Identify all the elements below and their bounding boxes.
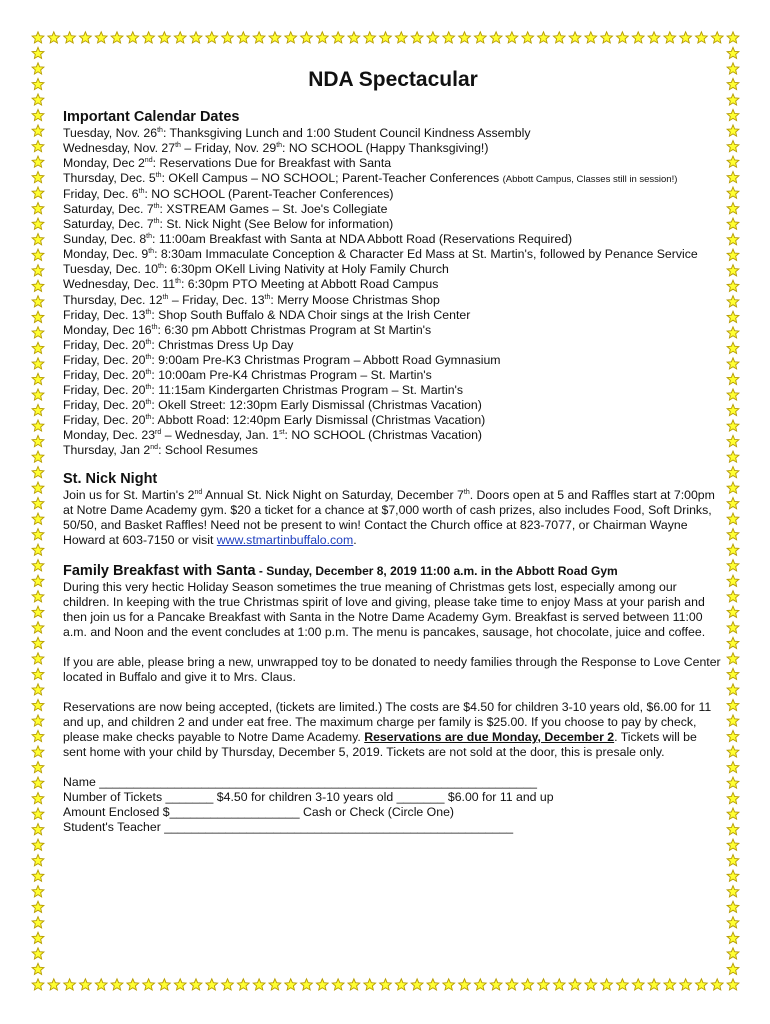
- star-icon: [632, 979, 644, 990]
- star-icon: [727, 637, 739, 648]
- star-icon: [585, 32, 597, 43]
- star-icon: [553, 979, 565, 990]
- star-icon: [727, 653, 739, 664]
- star-icon: [253, 979, 265, 990]
- star-icon: [32, 901, 44, 912]
- star-icon: [32, 203, 44, 214]
- star-icon: [32, 125, 44, 136]
- star-icon: [32, 373, 44, 384]
- star-icon: [206, 32, 218, 43]
- star-icon: [727, 901, 739, 912]
- star-icon: [206, 979, 218, 990]
- star-icon: [727, 839, 739, 850]
- star-icon: [32, 560, 44, 571]
- star-icon: [32, 917, 44, 928]
- star-icon: [443, 32, 455, 43]
- star-icon: [364, 32, 376, 43]
- star-icon: [727, 125, 739, 136]
- star-icon: [727, 513, 739, 524]
- star-icon: [159, 979, 171, 990]
- star-icon: [727, 420, 739, 431]
- star-icon: [32, 622, 44, 633]
- star-icon: [727, 327, 739, 338]
- star-icon: [32, 94, 44, 105]
- star-icon: [364, 979, 376, 990]
- calendar-item: Tuesday, Dec. 10th: 6:30pm OKell Living Nativity at Holy Family Church: [63, 262, 449, 277]
- star-icon: [411, 32, 423, 43]
- star-icon: [32, 668, 44, 679]
- star-icon: [32, 435, 44, 446]
- star-icon: [32, 808, 44, 819]
- star-icon: [696, 32, 708, 43]
- calendar-item: Saturday, Dec. 7th: St. Nick Night (See Below for information): [63, 217, 394, 232]
- star-icon: [727, 218, 739, 229]
- star-icon: [332, 979, 344, 990]
- star-icon: [32, 715, 44, 726]
- star-icon: [727, 280, 739, 291]
- star-icon: [522, 32, 534, 43]
- star-icon: [711, 979, 723, 990]
- star-icon: [506, 32, 518, 43]
- star-icon: [727, 544, 739, 555]
- star-icon: [727, 234, 739, 245]
- star-icon: [632, 32, 644, 43]
- star-icon: [395, 979, 407, 990]
- calendar-item: Friday, Dec. 20th: Abbott Road: 12:40pm Early Dismissal (Christmas Vacation): [63, 412, 486, 427]
- star-icon: [332, 32, 344, 43]
- calendar-item: Friday, Dec. 20th: Christmas Dress Up Day: [63, 337, 294, 352]
- star-icon: [727, 451, 739, 462]
- star-icon: [222, 32, 234, 43]
- star-icon: [506, 979, 518, 990]
- star-icon: [727, 824, 739, 835]
- star-icon: [32, 187, 44, 198]
- star-icon: [127, 979, 139, 990]
- star-icon: [348, 32, 360, 43]
- star-icon: [95, 979, 107, 990]
- star-icon: [32, 234, 44, 245]
- reservation-deadline: Reservations are due Monday, December 2: [364, 730, 615, 745]
- star-icon: [80, 979, 92, 990]
- star-icon: [569, 32, 581, 43]
- star-icon: [32, 404, 44, 415]
- star-icon: [538, 32, 550, 43]
- star-icon: [32, 529, 44, 540]
- star-icon: [32, 839, 44, 850]
- star-icon: [32, 420, 44, 431]
- star-icon: [727, 622, 739, 633]
- star-icon: [95, 32, 107, 43]
- star-icon: [459, 979, 471, 990]
- breakfast-para-3: Reservations are now being accepted, (tickets are limited.) The costs are $4.50 for children 3-10 years old, $6.00 for 11 and up, and children 2 and under eat free. The maximum charge per family is $25.00. If you choose to pay by check, please make checks payable to Notre Dame Academy. Reservations are due Monday, December 2. Tickets will be sent home with your child by Thursday, December 5, 2019. Tickets are not sold at the door, this is presale only.: [63, 700, 712, 760]
- star-icon: [32, 824, 44, 835]
- form-tickets-line[interactable]: Number of Tickets _______ $4.50 for children 3-10 years old _______ $6.00 for 11 and up: [63, 790, 554, 805]
- breakfast-heading: Family Breakfast with Santa - Sunday, December 8, 2019 11:00 a.m. in the Abbott Road Gym: [63, 563, 618, 580]
- star-icon: [727, 141, 739, 152]
- star-icon: [32, 156, 44, 167]
- star-icon: [727, 373, 739, 384]
- star-icon: [727, 47, 739, 58]
- star-icon: [459, 32, 471, 43]
- calendar-item: Thursday, Dec. 12th – Friday, Dec. 13th: Merry Moose Christmas Shop: [63, 292, 440, 307]
- star-icon: [727, 109, 739, 120]
- star-icon: [664, 979, 676, 990]
- star-icon: [32, 963, 44, 974]
- breakfast-para-1: During this very hectic Holiday Season sometimes the true meaning of Christmas gets lost, especially among our children. In keeping with the true Christmas spirit of love and giving, please take time to enjoy Mass at your parish and then join us for a Pancake Breakfast with Santa in the Notre Dame Academy Gym. Breakfast is served between 11:00 a.m. and Noon and the event concludes at 1:00 p.m. The menu is pancakes, sausage, hot chocolate, juice and coffee.: [63, 580, 706, 640]
- calendar-item: Friday, Dec. 20th: 10:00am Pre-K4 Christmas Program – St. Martin's: [63, 367, 432, 382]
- reservation-form: [63, 775, 723, 835]
- star-icon: [664, 32, 676, 43]
- star-icon: [727, 296, 739, 307]
- star-icon: [411, 979, 423, 990]
- star-icon: [32, 932, 44, 943]
- star-icon: [32, 544, 44, 555]
- star-icon: [32, 855, 44, 866]
- star-icon: [32, 78, 44, 89]
- star-icon: [727, 886, 739, 897]
- star-icon: [727, 560, 739, 571]
- form-amount-line[interactable]: Amount Enclosed $___________________ Cash or Check (Circle One): [63, 805, 455, 820]
- star-icon: [32, 886, 44, 897]
- star-icon: [32, 172, 44, 183]
- calendar-item: Wednesday, Dec. 11th: 6:30pm PTO Meeting at Abbott Road Campus: [63, 277, 439, 292]
- star-icon: [143, 32, 155, 43]
- star-icon: [727, 684, 739, 695]
- star-icon: [727, 358, 739, 369]
- star-icon: [32, 451, 44, 462]
- star-icon: [617, 32, 629, 43]
- star-icon: [727, 342, 739, 353]
- star-icon: [601, 32, 613, 43]
- star-icon: [727, 529, 739, 540]
- star-icon: [727, 249, 739, 260]
- star-icon: [727, 498, 739, 509]
- form-name-line[interactable]: Name ________________________________________________________________: [63, 775, 537, 790]
- calendar-item: Friday, Dec. 20th: 11:15am Kindergarten Christmas Program – St. Martin's: [63, 382, 464, 397]
- star-icon: [32, 513, 44, 524]
- star-icon: [727, 762, 739, 773]
- star-icon: [727, 435, 739, 446]
- star-icon: [159, 32, 171, 43]
- star-icon: [727, 467, 739, 478]
- star-icon: [727, 591, 739, 602]
- star-icon: [32, 730, 44, 741]
- star-icon: [427, 979, 439, 990]
- calendar-item: Friday, Dec. 20th: 9:00am Pre-K3 Christmas Program – Abbott Road Gymnasium: [63, 352, 501, 367]
- star-icon: [80, 32, 92, 43]
- star-icon: [727, 855, 739, 866]
- star-icon: [443, 979, 455, 990]
- star-icon: [32, 327, 44, 338]
- calendar-item: Monday, Dec. 23rd – Wednesday, Jan. 1st: NO SCHOOL (Christmas Vacation): [63, 427, 483, 442]
- star-icon: [190, 979, 202, 990]
- star-icon: [32, 637, 44, 648]
- st-nick-heading: St. Nick Night: [63, 471, 158, 488]
- star-icon: [237, 979, 249, 990]
- page-title: NDA Spectacular: [308, 68, 478, 91]
- star-icon: [648, 32, 660, 43]
- star-icon: [32, 389, 44, 400]
- star-icon: [727, 63, 739, 74]
- star-icon: [727, 793, 739, 804]
- star-icon: [64, 32, 76, 43]
- star-icon: [32, 498, 44, 509]
- star-icon: [32, 699, 44, 710]
- star-icon: [48, 979, 60, 990]
- breakfast-section: [63, 562, 723, 835]
- star-icon: [32, 47, 44, 58]
- star-icon: [680, 979, 692, 990]
- calendar-item: Tuesday, Nov. 26th: Thanksgiving Lunch and 1:00 Student Council Kindness Assembly: [63, 126, 531, 140]
- star-icon: [727, 482, 739, 493]
- star-icon: [316, 32, 328, 43]
- calendar-item: Friday, Dec. 13th: Shop South Buffalo & NDA Choir sings at the Irish Center: [63, 307, 471, 322]
- star-icon: [32, 249, 44, 260]
- star-icon: [111, 32, 123, 43]
- star-icon: [32, 342, 44, 353]
- star-icon: [285, 979, 297, 990]
- star-icon: [32, 979, 44, 990]
- star-icon: [32, 606, 44, 617]
- star-icon: [727, 156, 739, 167]
- breakfast-subheading: - Sunday, December 8, 2019 11:00 a.m. in the Abbott Road Gym: [255, 564, 618, 579]
- star-icon: [32, 793, 44, 804]
- st-nick-section: [63, 470, 723, 548]
- calendar-item: Sunday, Dec. 8th: 11:00am Breakfast with Santa at NDA Abbott Road (Reservations Required): [63, 232, 573, 247]
- star-icon: [395, 32, 407, 43]
- star-icon: [190, 32, 202, 43]
- star-icon: [727, 203, 739, 214]
- star-icon: [127, 32, 139, 43]
- star-icon: [32, 948, 44, 959]
- star-icon: [727, 78, 739, 89]
- star-icon: [727, 746, 739, 757]
- calendar-list: [63, 126, 723, 458]
- star-icon: [727, 187, 739, 198]
- st-martin-link[interactable]: www.stmartinbuffalo.com: [216, 533, 354, 548]
- star-icon: [727, 32, 739, 43]
- star-icon: [727, 917, 739, 928]
- star-icon: [727, 730, 739, 741]
- star-icon: [727, 777, 739, 788]
- star-icon: [727, 699, 739, 710]
- star-icon: [32, 358, 44, 369]
- star-icon: [253, 32, 265, 43]
- star-icon: [727, 870, 739, 881]
- star-icon: [269, 979, 281, 990]
- star-icon: [32, 746, 44, 757]
- calendar-heading: Important Calendar Dates: [63, 109, 240, 125]
- star-icon: [222, 979, 234, 990]
- star-icon: [64, 979, 76, 990]
- star-icon: [32, 653, 44, 664]
- star-icon: [32, 63, 44, 74]
- star-icon: [237, 32, 249, 43]
- st-nick-paragraph: Join us for St. Martin's 2nd Annual St. Nick Night on Saturday, December 7th. Doors open at 5 and Raffles start at 7:00pm at Notre Dame Academy gym. $20 a ticket for a chance at $7,000 worth of cash prizes, also includes Food, Soft Drinks, 50/50, and Basket Raffles! Need not be present to win! Contact the Church office at 823-7077, or Chairman Wayne Howard at 603-7150 or visit www.stmartinbuffalo.com.: [63, 488, 715, 548]
- star-icon: [727, 404, 739, 415]
- star-icon: [32, 265, 44, 276]
- star-icon: [538, 979, 550, 990]
- star-icon: [32, 311, 44, 322]
- star-icon: [32, 141, 44, 152]
- star-icon: [617, 979, 629, 990]
- star-icon: [727, 172, 739, 183]
- star-icon: [380, 32, 392, 43]
- star-icon: [601, 979, 613, 990]
- star-icon: [727, 808, 739, 819]
- star-icon: [111, 979, 123, 990]
- star-icon: [553, 32, 565, 43]
- star-icon: [727, 948, 739, 959]
- star-icon: [348, 979, 360, 990]
- page-content: [63, 62, 723, 835]
- star-icon: [32, 32, 44, 43]
- calendar-item: Monday, Dec 2nd: Reservations Due for Breakfast with Santa: [63, 156, 392, 171]
- calendar-item: Thursday, Dec. 5th: OKell Campus – NO SCHOOL; Parent-Teacher Conferences (Abbott Campus, Classes still in session!): [63, 171, 678, 186]
- star-icon: [32, 684, 44, 695]
- star-icon: [316, 979, 328, 990]
- star-icon: [727, 963, 739, 974]
- calendar-item: Friday, Dec. 6th: NO SCHOOL (Parent-Teacher Conferences): [63, 187, 394, 202]
- star-icon: [32, 296, 44, 307]
- star-icon: [474, 979, 486, 990]
- star-icon: [490, 32, 502, 43]
- star-icon: [727, 979, 739, 990]
- star-icon: [427, 32, 439, 43]
- star-icon: [32, 109, 44, 120]
- calendar-item: Saturday, Dec. 7th: XSTREAM Games – St. Joe's Collegiate: [63, 202, 388, 217]
- star-icon: [727, 575, 739, 586]
- star-icon: [569, 979, 581, 990]
- star-icon: [727, 389, 739, 400]
- star-icon: [174, 32, 186, 43]
- star-icon: [174, 979, 186, 990]
- star-icon: [32, 280, 44, 291]
- star-icon: [285, 32, 297, 43]
- star-icon: [32, 482, 44, 493]
- star-icon: [269, 32, 281, 43]
- star-icon: [727, 606, 739, 617]
- star-icon: [522, 979, 534, 990]
- star-icon: [474, 32, 486, 43]
- calendar-item: Wednesday, Nov. 27th – Friday, Nov. 29th: NO SCHOOL (Happy Thanksgiving!): [63, 141, 489, 156]
- star-icon: [490, 979, 502, 990]
- calendar-item: Thursday, Jan 2nd: School Resumes: [63, 442, 258, 457]
- breakfast-para-2: If you are able, please bring a new, unwrapped toy to be donated to needy families through the Response to Love Center located in Buffalo and give it to Mrs. Claus.: [63, 655, 721, 685]
- star-icon: [648, 979, 660, 990]
- star-icon: [48, 32, 60, 43]
- star-icon: [32, 575, 44, 586]
- star-icon: [32, 591, 44, 602]
- star-icon: [32, 218, 44, 229]
- star-icon: [727, 668, 739, 679]
- star-icon: [585, 979, 597, 990]
- star-icon: [727, 715, 739, 726]
- star-icon: [727, 932, 739, 943]
- star-icon: [32, 777, 44, 788]
- calendar-item: Monday, Dec 16th: 6:30 pm Abbott Christmas Program at St Martin's: [63, 322, 432, 337]
- star-icon: [32, 870, 44, 881]
- star-icon: [696, 979, 708, 990]
- star-icon: [380, 979, 392, 990]
- star-icon: [32, 762, 44, 773]
- calendar-item: Friday, Dec. 20th: Okell Street: 12:30pm Early Dismissal (Christmas Vacation): [63, 397, 482, 412]
- star-icon: [143, 979, 155, 990]
- form-teacher-line[interactable]: Student's Teacher ___________________________________________________: [63, 820, 514, 835]
- star-icon: [301, 32, 313, 43]
- star-icon: [727, 311, 739, 322]
- star-icon: [680, 32, 692, 43]
- star-icon: [32, 467, 44, 478]
- star-icon: [711, 32, 723, 43]
- star-icon: [301, 979, 313, 990]
- star-icon: [727, 265, 739, 276]
- calendar-item: Monday, Dec. 9th: 8:30am Immaculate Conception & Character Ed Mass at St. Martin's, followed by Penance Service: [63, 247, 698, 262]
- star-icon: [727, 94, 739, 105]
